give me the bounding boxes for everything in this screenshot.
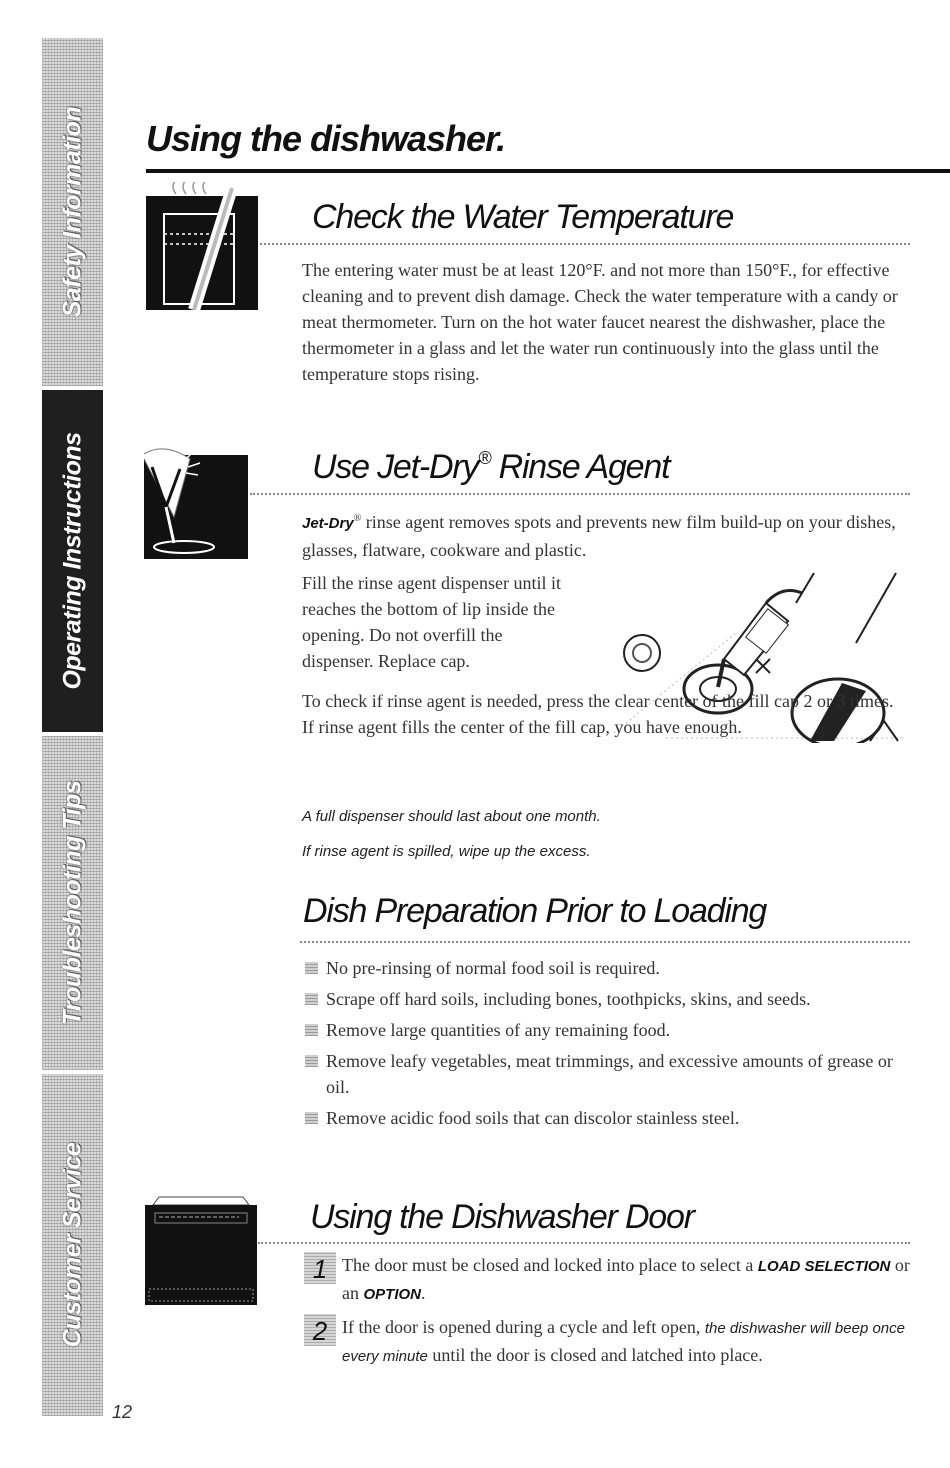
- jetdry-title-rule: [250, 493, 910, 495]
- door-step-1: 1 The door must be closed and locked into place to select a LOAD SELECTION or an OPTION.: [304, 1252, 912, 1308]
- jetdry-brand-reg: ®: [353, 513, 362, 524]
- jetdry-intro: Jet-Dry® rinse agent removes spots and prevents new film build-up on your dishes, glasses, flatware, cookware and plastic.: [302, 512, 896, 560]
- option-label: OPTION: [363, 1286, 422, 1303]
- jetdry-check-text: To check if rinse agent is needed, press the clear center of the fill cap 2 or 3 times. If rinse agent fills the center of the fill cap, you have enough.: [302, 691, 894, 737]
- bullet-square-icon: [305, 1024, 318, 1036]
- prep-section-title: Dish Preparation Prior to Loading: [303, 892, 767, 930]
- door-title-rule: [258, 1242, 910, 1244]
- list-item: Remove acidic food soils that can discolor stainless steel.: [302, 1105, 910, 1131]
- water-glass-illustration: [146, 182, 258, 310]
- tab-operating-instructions[interactable]: Operating Instructions: [42, 390, 103, 736]
- jetdry-title-reg: ®: [478, 448, 491, 468]
- page-title: Using the dishwasher.: [146, 118, 506, 159]
- jetdry-note-full: A full dispenser should last about one month.: [302, 808, 601, 825]
- bullet-square-icon: [305, 1055, 318, 1067]
- step-number-2: 2: [304, 1314, 336, 1346]
- tab-troubleshooting-tips[interactable]: Troubleshooting Tips: [42, 736, 103, 1074]
- water-title-rule: [260, 243, 910, 245]
- water-body: The entering water must be at least 120°F. and not more than 150°F., for effective cleaning and to prevent dish damage. Check the water temperature with a candy or meat thermometer. Turn on the hot water faucet nearest the dishwasher, place the thermometer in a glass and let the water run continuously into the glass until the temperature stops rising.: [302, 260, 898, 384]
- bullet-square-icon: [305, 993, 318, 1005]
- page-number: 12: [112, 1402, 133, 1422]
- water-section-title: Check the Water Temperature: [312, 198, 734, 236]
- list-item: Scrape off hard soils, including bones, toothpicks, skins, and seeds.: [302, 986, 910, 1012]
- jetdry-note-spill: If rinse agent is spilled, wipe up the excess.: [302, 843, 591, 860]
- title-rule: [146, 169, 950, 173]
- bullet-square-icon: [305, 962, 318, 974]
- door-step-2: 2 If the door is opened during a cycle and left open, the dishwasher will beep once every minute until the door is closed and latched into place.: [304, 1314, 912, 1370]
- beep-warning: the dishwasher will beep once every minute: [342, 1320, 905, 1365]
- door-section-title: Using the Dishwasher Door: [310, 1198, 694, 1236]
- prep-title-rule: [300, 941, 910, 943]
- sidebar-tabs: [42, 38, 103, 1420]
- jetdry-fill-text: Fill the rinse agent dispenser until it reaches the bottom of lip inside the opening. Do not overfill the dispenser. Replace cap.: [302, 573, 561, 671]
- list-item: Remove leafy vegetables, meat trimmings, and excessive amounts of grease or oil.: [302, 1048, 910, 1100]
- list-item: No pre-rinsing of normal food soil is required.: [302, 955, 910, 981]
- step-number-1: 1: [304, 1252, 336, 1284]
- jetdry-brand: Jet-Dry: [302, 515, 354, 532]
- load-selection-label: LOAD SELECTION: [757, 1258, 891, 1275]
- jetdry-section-title: Use Jet-Dry® Rinse Agent: [312, 448, 670, 486]
- tab-safety-information[interactable]: Safety Information: [42, 38, 103, 390]
- list-item: Remove large quantities of any remaining food.: [302, 1017, 910, 1043]
- prep-list: [302, 955, 910, 1136]
- dishwasher-illustration: [145, 1193, 257, 1305]
- tab-customer-service[interactable]: Customer Service: [42, 1074, 103, 1420]
- bullet-square-icon: [305, 1112, 318, 1124]
- rinse-glass-illustration: [144, 447, 248, 559]
